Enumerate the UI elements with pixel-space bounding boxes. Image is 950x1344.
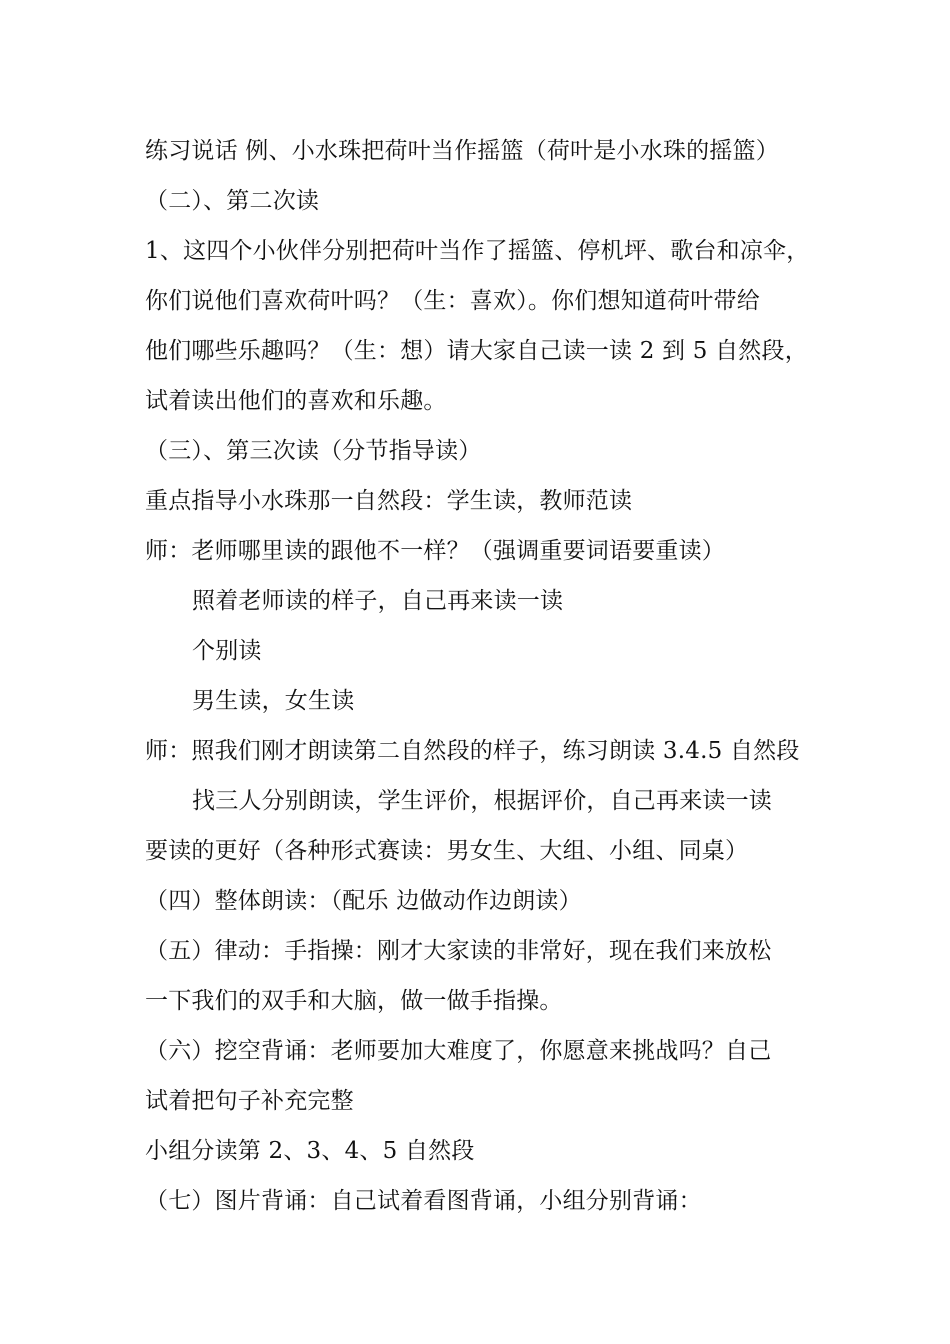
text-line-3: 1、这四个小伙伴分别把荷叶当作了摇篮、停机坪、歌台和凉伞， (145, 238, 810, 264)
text-line-4: 你们说他们喜欢荷叶吗？（生：喜欢）。你们想知道荷叶带给 (145, 288, 760, 314)
text-line-5: 他们哪些乐趣吗？（生：想）请大家自己读一读 2 到 5 自然段， (145, 338, 808, 364)
text-line-15: 要读的更好（各种形式赛读：男女生、大组、小组、同桌） (145, 838, 749, 864)
text-line-2: （二）、第二次读 (145, 188, 320, 214)
text-line-7: （三）、第三次读（分节指导读） (145, 438, 482, 464)
text-line-11: 个别读 (192, 638, 262, 664)
text-line-21: 小组分读第 2、3、4、5 自然段 (145, 1138, 475, 1164)
text-line-10: 照着老师读的样子，自己再来读一读 (192, 588, 564, 614)
text-line-1: 练习说话 例、小水珠把荷叶当作摇篮（荷叶是小水珠的摇篮） (145, 138, 779, 164)
text-line-8: 重点指导小水珠那一自然段：学生读，教师范读 (145, 488, 633, 514)
text-line-6: 试着读出他们的喜欢和乐趣。 (145, 388, 447, 414)
text-line-12: 男生读，女生读 (192, 688, 355, 714)
text-line-20: 试着把句子补充完整 (145, 1088, 354, 1114)
text-line-13: 师：照我们刚才朗读第二自然段的样子，练习朗读 3.4.5 自然段 (145, 738, 800, 764)
text-line-14: 找三人分别朗读，学生评价，根据评价，自己再来读一读 (192, 788, 772, 814)
text-line-16: （四）整体朗读：（配乐 边做动作边朗读） (145, 888, 582, 914)
text-line-19: （六）挖空背诵：老师要加大难度了，你愿意来挑战吗？自己 (145, 1038, 772, 1064)
text-line-17: （五）律动：手指操：刚才大家读的非常好，现在我们来放松 (145, 938, 772, 964)
text-line-22: （七）图片背诵：自己试着看图背诵，小组分别背诵： (145, 1188, 702, 1214)
text-line-18: 一下我们的双手和大脑，做一做手指操。 (145, 988, 563, 1014)
text-line-9: 师：老师哪里读的跟他不一样？（强调重要词语要重读） (145, 538, 725, 564)
